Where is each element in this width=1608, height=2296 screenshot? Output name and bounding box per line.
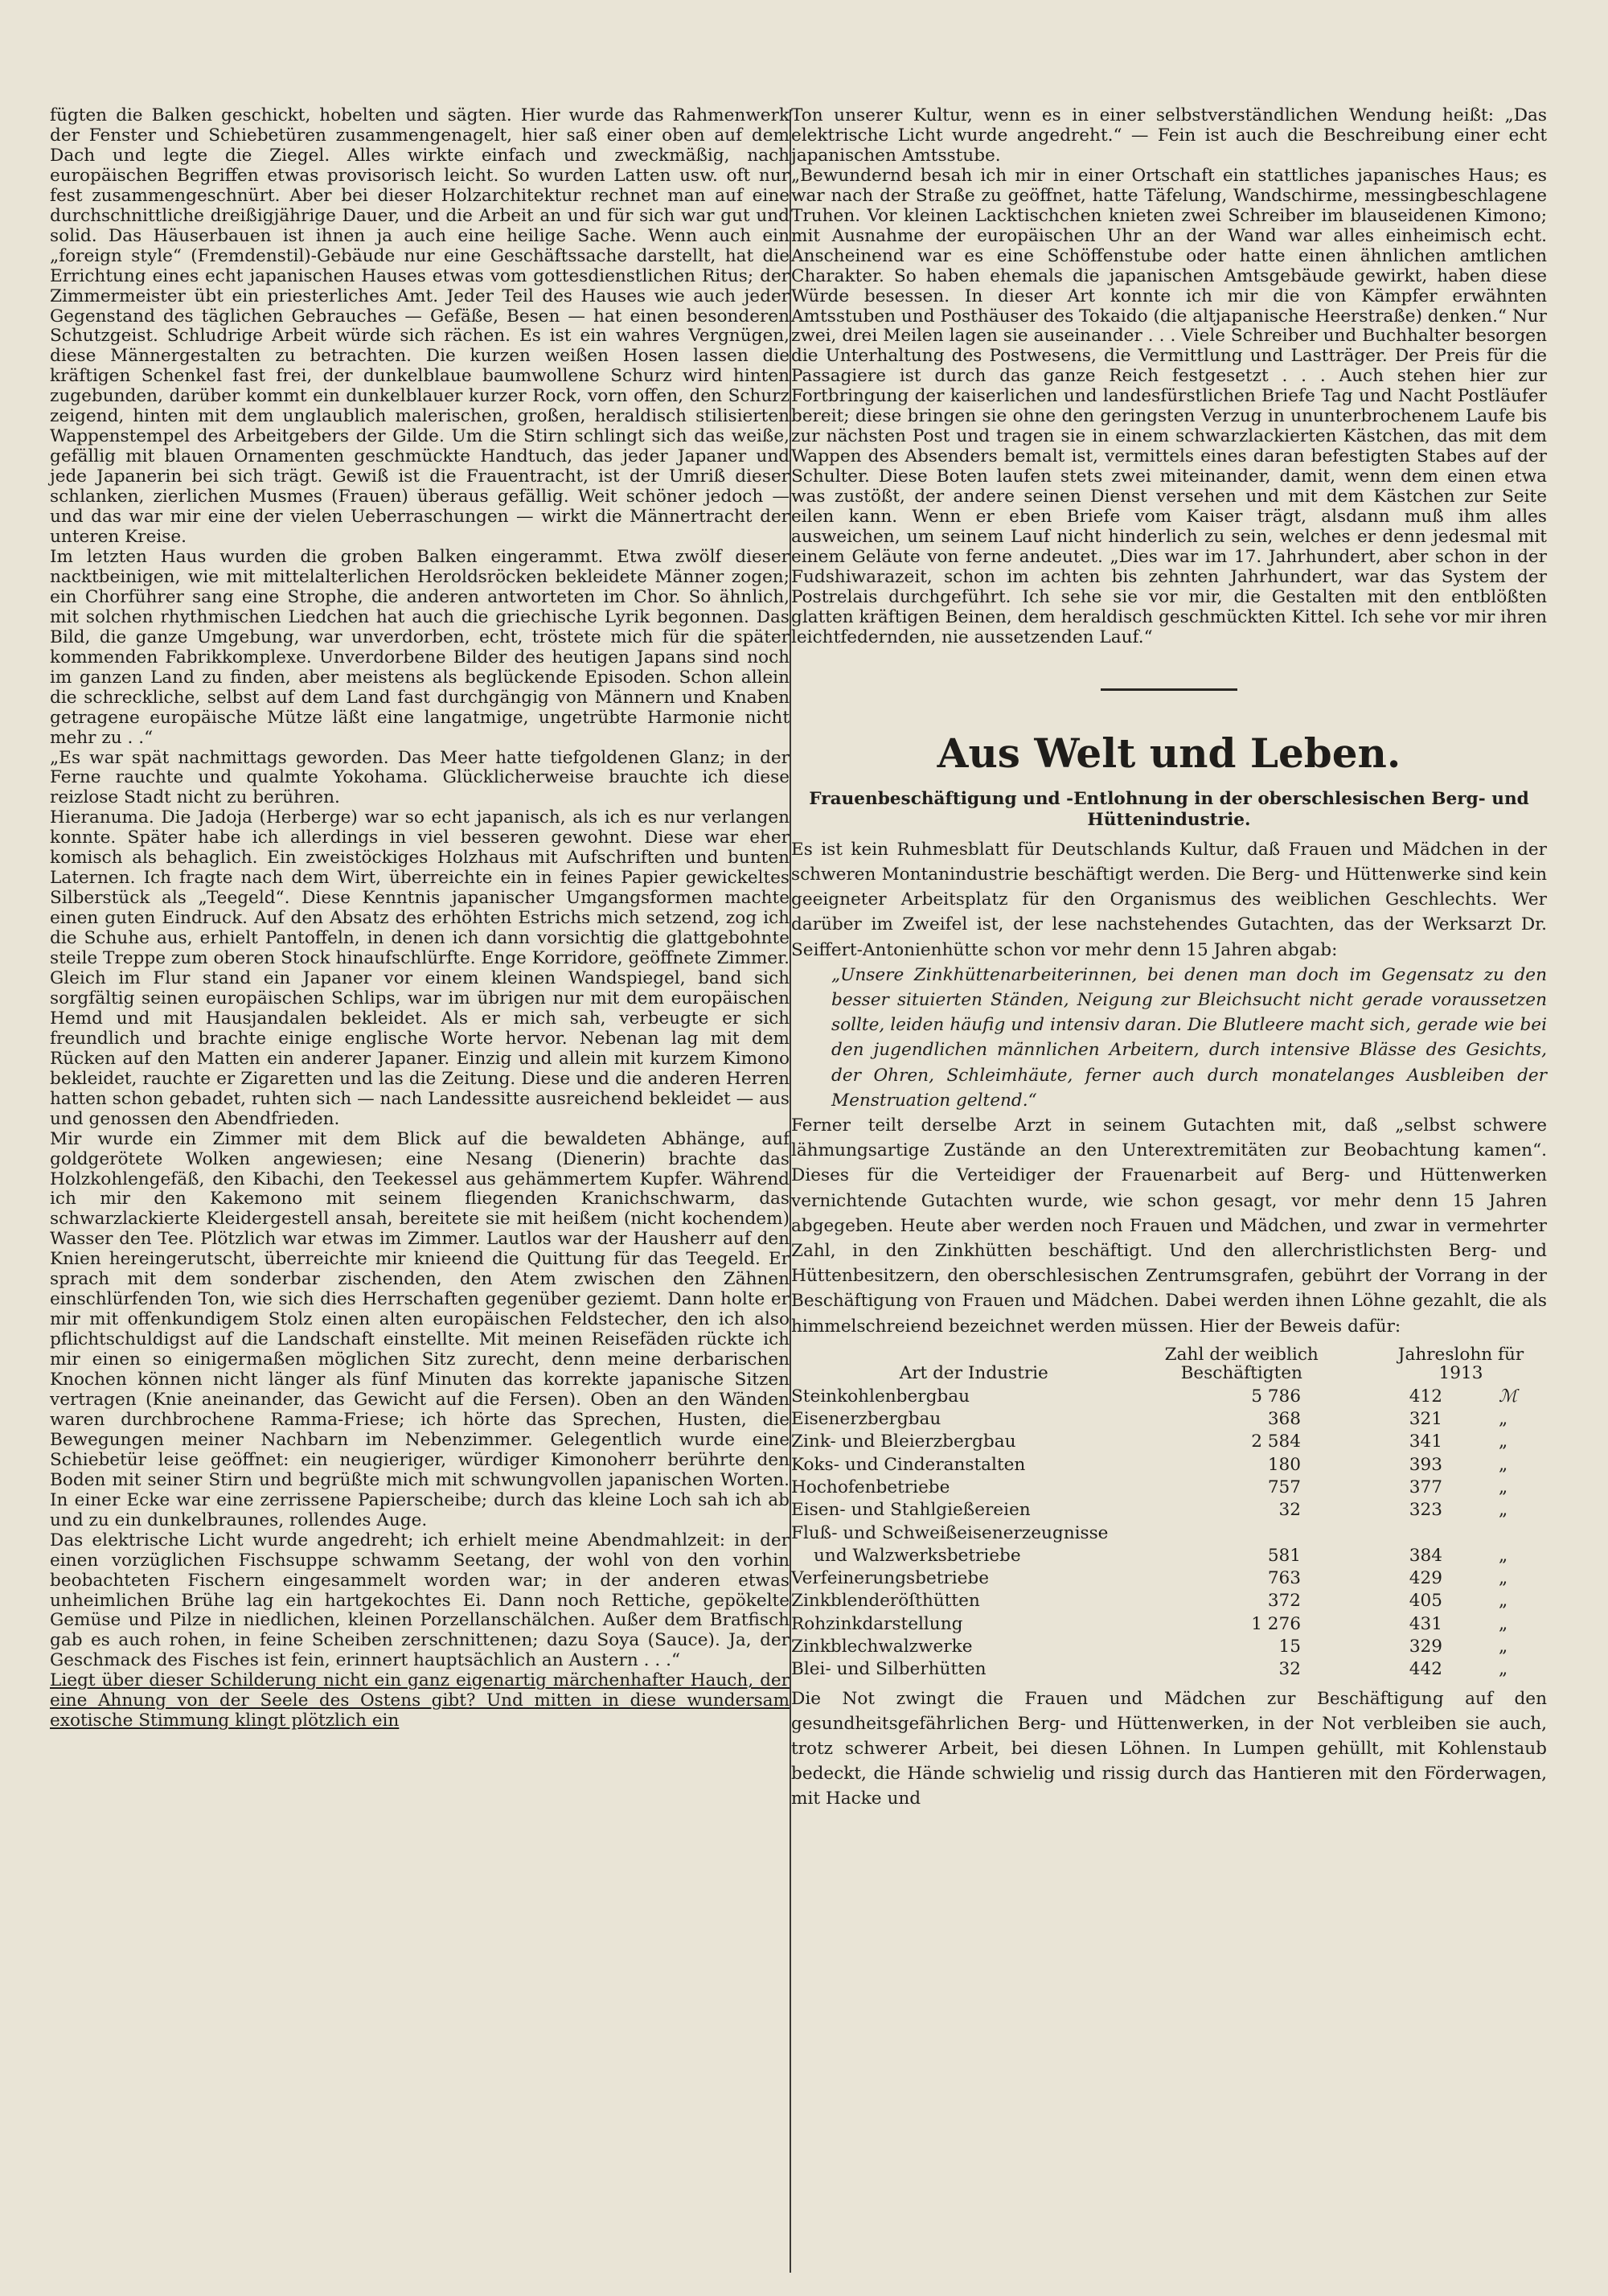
body-paragraph: „Bewundernd besah ich mir in einer Ortschaft ein stattliches japanisches Haus; es war nach der Straße zu geöffnet, hatte Täfelung, Wandschirme, messingbeschlagene Truhen. Vor kleinen Lacktischchen knieten zwei Schreiber im blauseidenen Kimono; mit Ausnahme der europäischen Uhr an der Wand war alles einheimisch echt. Anscheinend war es eine Schöffenstube oder hatte einen ähnlichen amtlichen Charakter. So haben ehemals die japanischen Amtsgebäude gewirkt, haben diese Würde besessen. In dieser Art konnte ich mir die von Kämpfer erwähnten Amtsstuben und Posthäuser des Tokaido (die altjapanische Heerstraße) denken.“ Nur zwei, drei Meilen lagen sie auseinander . . . Viele Schreiber und Buchhalter besorgen die Unterhaltung des Postwesens, die Vermittlung und Lastträger. Der Preis für die Passagiere ist durch das ganze Reich festgesetzt . . . Auch stehen hier zur Fortbringung der kaiserlichen und landesfürstlichen Briefe Tag und Nacht Postläufer bereit; diese bringen sie ohne den geringsten Verzug in ununterbrochenem Laufe bis zur nächsten Post und tragen sie in einem schwarzlackierten Kästchen, das mit dem Wappen des Absenders bemalt ist, vermittels eines daran befestigten Stabes auf der Schulter. Diese Boten laufen stets zwei miteinander, damit, wenn dem einen etwa was zustößt, der andere seinen Dienst versehen und mit dem Kästchen zur Seite eilen kann. Wenn er eben Briefe vom Kaiser trägt, alsdann muß ihm alles ausweichen, um seinem Lauf nicht hinderlich zu sein, welches er denn jedesmal mit einem Geläute von ferne andeutet. „Dies war im 17. Jahrhundert, aber schon in der Fudshiwarazeit, schon im achten bis zehnten Jahrhundert, war das System der Postrelais durchgeführt. Ich sehe sie vor mir, die Gestalten mit den entblößten glatten kräftigen Beinen, dem heraldisch geschmückten Kittel. Ich sehe vor mir ihren leichtfedernden, nie aussetzenden Lauf.“ [791, 165, 1547, 647]
intro-paragraph: Es ist kein Ruhmesblatt für Deutschlands Kultur, daß Frauen und Mädchen in der schweren Montanindustrie beschäftigt werden. Die Berg- und Hüttenwerke sind kein geeigneter Arbeitsplatz für den Organismus des weiblichen Geschlechts. Wer darüber im Zweifel ist, der lese nachstehendes Gutachten, das der Werksarzt Dr. Seiffert-Antonienhütte schon vor mehr denn 15 Jahren abgab: [791, 839, 1547, 960]
cell-unit: ℳ [1499, 1386, 1518, 1407]
cell-wage: 321 [1409, 1409, 1442, 1430]
table-row [791, 1613, 1547, 1636]
cell-wage: 393 [1409, 1454, 1442, 1475]
cell-count: 372 [1267, 1591, 1302, 1612]
body-paragraph: Ton unserer Kultur, wenn es in einer selbstverständlichen Wendung heißt: „Das elektrische Licht wurde angedreht.“ — Fein ist auch die Beschreibung einer echt japanischen Amtsstube. [791, 105, 1547, 166]
cell-count: 15 [1278, 1637, 1302, 1657]
cell-unit: „ [1499, 1591, 1508, 1612]
cell-industry: Zink- und Bleierzbergbau [791, 1431, 1016, 1452]
cell-wage: 405 [1409, 1591, 1442, 1612]
cell-industry: Hochofenbetriebe [791, 1477, 950, 1497]
table-row [791, 1636, 1547, 1658]
cell-industry: Zinkblechwalzwerke [791, 1637, 973, 1657]
table-row [791, 1386, 1547, 1408]
cell-count: 581 [1267, 1545, 1302, 1566]
body-paragraph: Hieranuma. Die Jadoja (Herberge) war so echt japanisch, als ich es nur verlangen konnte. Später habe ich allerdings in viel besseren gewohnt. Diese war eher komisch als behaglich. Ein zweistöckiges Holzhaus mit Aufschriften und bunten Laternen. Ich fragte nach dem Wirt, überreichte ein in feines Papier gewickeltes Silberstück als „Teegeld“. Diese Kenntnis japanischer Umgangsformen machte einen guten Eindruck. Auf den Absatz des erhöhten Estrichs mich setzend, zog ich die Schuhe aus, erhielt Pantoffeln, in denen ich dann vorsichtig die glattgebohnte steile Treppe zum oberen Stock hinaufschlürfte. Enge Korridore, geöffnete Zimmer. Gleich im Flur stand ein Japaner vor einem kleinen Wandspiegel, band sich sorgfältig seinen europäischen Schlips, war im übrigen nur mit dem europäischen Hemd und mit Hausjandalen bekleidet. Als er mich sah, verbeugte er sich freundlich und brachte einige englische Worte hervor. Nebenan lag mit dem Rücken auf den Matten ein anderer Japaner. Einzig und allein mit kurzem Kimono bekleidet, rauchte er Zigaretten und las die Zeitung. Diese und die anderen Herren hatten schon gebadet, ruhten sich — nach Landessitte ausreichend bekleidet — aus und genossen den Abendfrieden. [50, 807, 790, 1129]
cell-unit: „ [1499, 1409, 1508, 1430]
cell-industry: Blei- und Silberhütten [791, 1659, 987, 1680]
closing-paragraph: Die Not zwingt die Frauen und Mädchen zur Beschäftigung auf den gesundheitsgefährlichen Berg- und Hüttenwerken, in der Not verbleiben sie auch, trotz schwerer Arbeit, bei diesen Löhnen. In Lumpen gehüllt, mit Kohlenstaub bedeckt, die Hände schwielig und rissig durch das Hantieren mit den Förderwagen, mit Hacke und [791, 1688, 1547, 1809]
table-row [791, 1590, 1547, 1612]
cell-count: 1 276 [1251, 1613, 1302, 1634]
cell-unit: „ [1499, 1568, 1508, 1589]
cell-wage: 323 [1409, 1500, 1442, 1521]
cell-wage [1375, 1522, 1499, 1545]
table-row [791, 1454, 1547, 1477]
cell-industry: Eisen- und Stahlgießereien [791, 1500, 1031, 1521]
cell-industry: Fluß- und Schweißeisenerzeugnisse [791, 1522, 1109, 1543]
cell-count: 5 786 [1251, 1386, 1302, 1407]
cell-industry: und Walzwerksbetriebe [814, 1545, 1021, 1566]
doctor-quote: „Unsere Zinkhüttenarbeiterinnen, bei denen man doch im Gegensatz zu den besser situierten Ständen, Neigung zur Bleichsucht nicht gerade voraussetzen sollte, leiden häufig und intensiv daran. Die Blutleere macht sich, gerade wie bei den jugendlichen männlichen Arbeitern, durch intensive Blässe des Gesichts, der Ohren, Schleimhäute, ferner auch durch monatelanges Ausbleiben der Menstruation geltend.“ [831, 964, 1547, 1111]
table-row [791, 1408, 1547, 1431]
header-industry: Art der Industrie [899, 1362, 1048, 1383]
table-row [791, 1545, 1547, 1567]
cell-wage: 442 [1409, 1659, 1442, 1680]
table-row [791, 1522, 1547, 1545]
cell-count: 757 [1267, 1477, 1302, 1497]
cell-industry: Rohzinkdarstellung [791, 1613, 963, 1634]
cell-unit [1499, 1522, 1547, 1545]
body-paragraph: fügten die Balken geschickt, hobelten und sägten. Hier wurde das Rahmenwerk der Fenster und Schiebetüren zusammengenagelt, hier saß einer oben auf dem Dach und legte die Ziegel. Alles wirkte einfach und zweckmäßig, nach europäischen Begriffen etwas provisorisch leicht. So wurden Latten usw. oft nur fest zusammengeschnürt. Aber bei dieser Holzarchitektur rechnet man auf eine durchschnittliche dreißigjährige Dauer, und die Arbeit an und für sich war gut und solid. Das Häuserbauen ist ihnen ja auch eine heilige Sache. Wenn auch ein „foreign style“ (Fremdenstil)-Gebäude nur eine Geschäftssache darstellt, hat die Errichtung eines echt japanischen Hauses etwas vom gottesdienstlichen Ritus; der Zimmermeister übt ein priesterliches Amt. Jeder Teil des Hauses wie auch jeder Gegenstand des täglichen Gebrauches — Gefäße, Besen — hat einen besonderen Schutzgeist. Schludrige Arbeit würde sich rächen. Es ist ein wahres Vergnügen, diese Männergestalten zu betrachten. Die kurzen weißen Hosen lassen die kräftigen Schenkel fast frei, der dunkelblaue baumwollene Schurz wird hinten zugebunden, darüber kommt ein dunkelblauer kurzer Rock, vorn offen, den Schurz zeigend, hinten mit dem unglaublich malerischen, großen, heraldisch stilisierten Wappenstempel des Arbeitgebers der Gilde. Um die Stirn schlingt sich das weiße, gefällig mit blauen Ornamenten geschmückte Handtuch, das jeder Japaner und jede Japanerin bei sich trägt. Gewiß ist die Frauentracht, ist der Umriß dieser schlanken, zierlichen Musmes (Frauen) überaus gefällig. Weit schöner jedoch — und das war mir eine der vielen Ueberraschungen — wirkt die Männertracht der unteren Kreise. [50, 105, 790, 548]
cell-industry: Steinkohlenbergbau [791, 1386, 970, 1407]
cell-count [1108, 1522, 1375, 1545]
cell-industry: Verfeinerungsbetriebe [791, 1568, 990, 1589]
section-title: Aus Welt und Leben. [937, 729, 1401, 777]
cell-wage: 429 [1409, 1568, 1442, 1589]
cell-industry: Eisenerzbergbau [791, 1409, 941, 1430]
body-paragraph: Ferner teilt derselbe Arzt in seinem Gutachten mit, daß „selbst schwere lähmungsartige Zustände an den Unterextremitäten zur Beobachtung kamen“. Dieses für die Verteidiger der Frauenarbeit auf Berg- und Hüttenwerken vernichtende Gutachten wurde, wie schon gesagt, vor mehr denn 15 Jahren abgegeben. Heute aber werden noch Frauen und Mädchen, und zwar in vermehrter Zahl, in den Zinkhütten beschäftigt. Und den allerchristlichsten Berg- und Hüttenbesitzern, den oberschlesischen Zentrumsgrafen, gebührt der Vorrang in der Beschäftigung von Frauen und Mädchen. Dabei werden ihnen Löhne gezahlt, die als himmelschreiend bezeichnet werden müssen. Hier der Beweis dafür: [791, 1115, 1547, 1337]
cell-unit: „ [1499, 1659, 1508, 1680]
table-row [791, 1658, 1547, 1681]
cell-count: 2 584 [1251, 1431, 1302, 1452]
header-count: Zahl der weiblich Beschäftigten [1164, 1344, 1319, 1383]
section-divider [1101, 688, 1237, 691]
cell-count: 180 [1267, 1454, 1302, 1475]
cell-unit: „ [1499, 1477, 1508, 1497]
cell-wage: 431 [1409, 1613, 1442, 1634]
body-paragraph: Im letzten Haus wurden die groben Balken eingerammt. Etwa zwölf dieser nacktbeinigen, wie mit mittelalterlichen Heroldsröcken bekleidete Männer zogen; ein Chorführer sang eine Strophe, die anderen antworteten im Chor. So ähnlich, mit solchen rhythmischen Liedchen hat auch die griechische Lyrik begonnen. Das Bild, die ganze Umgebung, war unverdorben, echt, tröstete mich für die später kommenden Fabrikkomplexe. Unverdorbene Bilder des heutigen Japans sind noch im ganzen Land zu finden, aber meistens als beglückende Episoden. Schon allein die schreckliche, selbst auf dem Land fast durchgängig von Männern und Knaben getragene europäische Mütze läßt eine langatmige, ungetrübte Harmonie nicht mehr zu . .“ [50, 546, 790, 748]
wage-table [791, 1345, 1547, 1682]
header-wage: Jahreslohn für 1913 [1397, 1344, 1524, 1383]
cell-industry: Koks- und Cinderanstalten [791, 1454, 1026, 1475]
table-row [791, 1477, 1547, 1499]
table-header-row [791, 1345, 1547, 1386]
cell-count: 32 [1278, 1500, 1302, 1521]
table-row [791, 1431, 1547, 1453]
cell-wage: 384 [1409, 1545, 1442, 1566]
right-column [791, 106, 1547, 1812]
cell-unit: „ [1499, 1500, 1508, 1521]
cell-count: 368 [1267, 1409, 1302, 1430]
body-paragraph: Liegt über dieser Schilderung nicht ein ganz eigenartig märchenhafter Hauch, der eine Ahnung von der Seele des Ostens gibt? Und mitten in diese wundersam exotische Stimmung klingt plötzlich ein [50, 1670, 790, 1731]
cell-unit: „ [1499, 1613, 1508, 1634]
left-column [50, 106, 790, 1731]
article-subheading: Frauenbeschäftigung und -Entlohnung in der oberschlesischen Berg- und Hüttenindustrie. [809, 788, 1529, 830]
cell-unit: „ [1499, 1431, 1508, 1452]
cell-wage: 377 [1409, 1477, 1442, 1497]
cell-count: 763 [1267, 1568, 1302, 1589]
cell-industry: Zinkblenderöſthütten [791, 1591, 980, 1612]
table-row [791, 1567, 1547, 1590]
table-row [791, 1499, 1547, 1522]
body-paragraph: Das elektrische Licht wurde angedreht; ich erhielt meine Abendmahlzeit: in der einen vorzüglichen Fischsuppe schwamm Seetang, der wohl von den vorhin beobachteten Fischern eingesammelt worden war; in der anderen etwas unheimlichen Brühe lag ein hartgekochtes Ei. Dann noch Rettiche, gepökelte Gemüse und Pilze in niedlichen, kleinen Porzellanschälchen. Außer dem Bratfisch gab es auch rohen, in feine Scheiben zerschnittenen; dazu Soya (Sauce). Ja, der Geschmack des Fisches ist fein, erinnert hauptsächlich an Austern . . .“ [50, 1530, 790, 1671]
body-paragraph: Mir wurde ein Zimmer mit dem Blick auf die bewaldeten Abhänge, auf goldgerötete Wolken angewiesen; eine Nesang (Dienerin) brachte das Holzkohlengefäß, den Kibachi, den Teekessel aus gehämmertem Kupfer. Während ich mir den Kakemono mit seinem fliegenden Kranichschwarm, das schwarzlackierte Kleidergestell ansah, bereitete sie mit heißem (nicht kochendem) Wasser den Tee. Plötzlich war etwas im Zimmer. Lautlos war der Hausherr auf den Knien hereingerutscht, überreichte mir knieend die Quittung für das Teegeld. Er sprach mit dem sonderbar zischenden, den Atem zwischen den Zähnen einschlürfenden Ton, wie sich dies Herrschaften gegenüber geziemt. Dann holte er mir mit offenkundigem Stolz einen alten europäischen Feldstecher, den ich also pflichtschuldigst auf die Landschaft einstellte. Mit meinen Reisefäden rückte ich mir einen so einigermaßen möglichen Sitz zurecht, denn meine derbarischen Knochen können nicht länger als fünf Minuten das korrekte japanische Sitzen vertragen (Knie aneinander, das Gewicht auf die Fersen). Oben an den Wänden waren durchbrochene Ramma-Friese; ich hörte das Sprechen, Husten, die Bewegungen meiner Nachbarn im Nebenzimmer. Gelegentlich wurde eine Schiebetür leise geöffnet: ein neugieriger, würdiger Kimonoherr berührte den Boden mit seiner Stirn und begrüßte mich mit schwungvollen japanischen Worten. In einer Ecke war eine zerrissene Papierscheibe; durch das kleine Loch sah ich ab und zu ein dunkelbraunes, rollendes Auge. [50, 1128, 790, 1530]
cell-unit: „ [1499, 1454, 1508, 1475]
cell-wage: 412 [1409, 1386, 1442, 1407]
cell-unit: „ [1499, 1545, 1508, 1566]
cell-wage: 341 [1409, 1431, 1442, 1452]
cell-count: 32 [1278, 1659, 1302, 1680]
cell-wage: 329 [1409, 1637, 1442, 1657]
cell-unit: „ [1499, 1637, 1508, 1657]
body-paragraph: „Es war spät nachmittags geworden. Das Meer hatte tiefgoldenen Glanz; in der Ferne rauchte und qualmte Yokohama. Glücklicherweise brauchte ich diese reizlose Stadt nicht zu berühren. [50, 747, 790, 808]
